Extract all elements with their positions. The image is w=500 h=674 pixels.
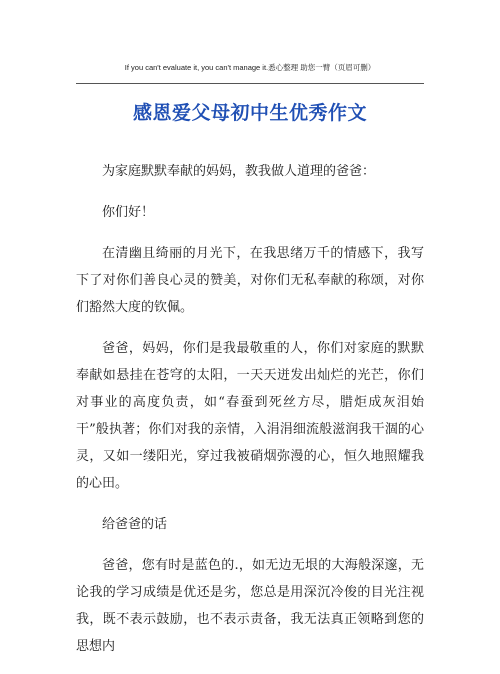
paragraph-parents: 爸爸，妈妈，你们是我最敬重的人，你们对家庭的默默奉献如悬挂在苍穹的太阳，一天天迸发出灿烂的光芒，你们对事业的高度负责，如“春蚕到死丝方尽，腊炬成灰泪始干”般执著；你们对我的亲情，入涓涓细流般滋润我干涸的心灵，又如一缕阳光，穿过我被硝烟弥漫的心，恒久地照耀我的心田。 — [76, 341, 424, 491]
paragraph-father: 爸爸，您有时是蓝色的.，如无边无垠的大海般深邃，无论我的学习成绩是优还是劣，您总是用深沉冷俊的目光注视我，既不表示鼓励，也不表示责备，我无法真正领略到您的思想内 — [76, 558, 424, 654]
paragraph-greeting: 你们好！ — [102, 205, 155, 220]
document-title: 感恩爱父母初中生优秀作文 — [132, 102, 367, 124]
header-divider — [76, 83, 424, 84]
document-body — [76, 158, 424, 674]
paragraph-subheading: 给爸爸的话 — [102, 517, 168, 532]
paragraph-salutation: 为家庭默默奉献的妈妈，教我做人道理的爸爸： — [102, 164, 376, 179]
page-header: If you can't evaluate it, you can't manage it.悉心整理 助您一臂（页眉可删） — [124, 63, 376, 72]
paragraph-intro: 在清幽且绮丽的月光下，在我思绪万千的情感下，我写下了对你们善良心灵的赞美，对你们无私奉献的称颂，对你们豁然大度的钦佩。 — [76, 246, 424, 315]
